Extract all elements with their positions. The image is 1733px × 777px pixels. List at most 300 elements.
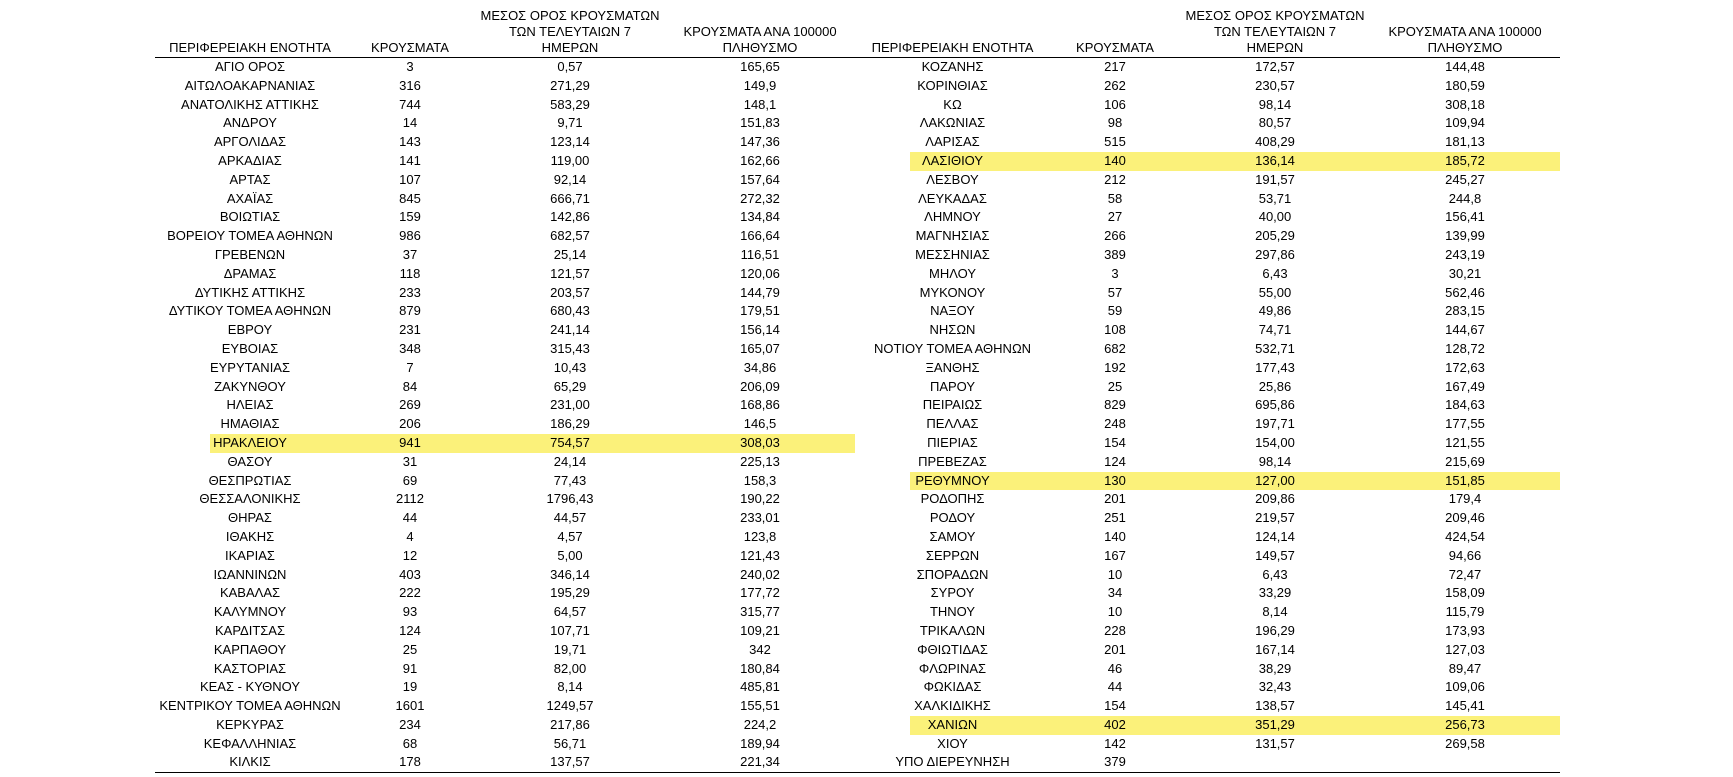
region-cell: ΝΟΤΙΟΥ ΤΟΜΕΑ ΑΘΗΝΩΝ — [873, 340, 1032, 356]
region-cell: ΚΕΡΚΥΡΑΣ — [216, 716, 284, 732]
cases-cell: 25 — [1107, 378, 1123, 394]
avg7-cell: 49,86 — [1258, 303, 1292, 319]
region-cell: ΛΑΚΩΝΙΑΣ — [919, 115, 986, 131]
per100k-cell: 156,14 — [740, 322, 780, 338]
table-row — [155, 340, 855, 359]
cases-cell: 25 — [402, 641, 418, 657]
per100k-cell: 308,03 — [665, 434, 855, 453]
avg7-cell: 695,86 — [1255, 397, 1295, 413]
avg7-cell: 82,00 — [553, 660, 587, 676]
cases-cell: 98 — [1107, 115, 1123, 131]
region-cell: ΦΘΙΩΤΙΔΑΣ — [917, 641, 988, 657]
region-cell: ΑΓΙΟ ΟΡΟΣ — [214, 59, 286, 74]
avg7-cell: 32,43 — [1258, 679, 1292, 695]
avg7-cell: 754,57 — [475, 434, 665, 453]
per100k-cell: 158,09 — [1445, 585, 1485, 601]
per100k-cell: 177,72 — [740, 585, 780, 601]
per100k-cell: 149,9 — [743, 77, 777, 93]
avg7-cell: 25,86 — [1258, 378, 1292, 394]
table-row — [155, 566, 855, 585]
cases-cell: 140 — [1050, 152, 1180, 171]
table-row — [855, 528, 1560, 547]
avg7-cell: 167,14 — [1255, 641, 1295, 657]
avg7-cell: 196,29 — [1255, 622, 1295, 638]
cases-cell: 266 — [1104, 228, 1126, 244]
per100k-cell: 272,32 — [740, 190, 780, 206]
region-cell: ΘΕΣΠΡΩΤΙΑΣ — [208, 472, 292, 488]
region-cell: ΜΕΣΣΗΝΙΑΣ — [915, 246, 990, 262]
region-cell: ΕΒΡΟΥ — [227, 322, 273, 338]
header-cases: ΚΡΟΥΣΜΑΤΑ — [1050, 0, 1180, 58]
cases-cell: 682 — [1104, 340, 1126, 356]
table-row — [855, 227, 1560, 246]
avg7-cell — [1180, 753, 1370, 772]
cases-cell: 262 — [1104, 77, 1126, 93]
region-cell: ΗΜΑΘΙΑΣ — [220, 416, 280, 432]
per100k-cell: 485,81 — [740, 679, 780, 695]
table-row — [155, 678, 855, 697]
table-row — [855, 396, 1560, 415]
region-cell: ΤΡΙΚΑΛΩΝ — [919, 622, 986, 638]
region-cell: ΑΙΤΩΛΟΑΚΑΡΝΑΝΙΑΣ — [184, 77, 316, 93]
table-row — [855, 753, 1560, 772]
avg7-cell: 203,57 — [550, 284, 590, 300]
table-row — [855, 735, 1560, 754]
table-row — [155, 509, 855, 528]
region-cell: ΥΠΟ ΔΙΕΡΕΥΝΗΣΗ — [855, 753, 1050, 772]
avg7-cell: 33,29 — [1258, 585, 1292, 601]
cases-cell: 228 — [1104, 622, 1126, 638]
table-row — [155, 321, 855, 340]
avg7-cell: 209,86 — [1255, 491, 1295, 507]
cases-cell: 154 — [1104, 698, 1126, 714]
table-row — [855, 378, 1560, 397]
per100k-cell: 168,86 — [740, 397, 780, 413]
avg7-cell: 19,71 — [553, 641, 587, 657]
table-row — [155, 246, 855, 265]
cases-cell: 68 — [402, 735, 418, 751]
header-cases: ΚΡΟΥΣΜΑΤΑ — [345, 0, 475, 58]
table-row — [155, 96, 855, 115]
per100k-cell: 151,85 — [1370, 472, 1560, 491]
region-cell: ΚΑΡΠΑΘΟΥ — [213, 641, 287, 657]
avg7-cell: 195,29 — [550, 585, 590, 601]
region-cell: ΛΑΡΙΣΑΣ — [925, 134, 980, 150]
cases-cell: 379 — [1050, 753, 1180, 772]
region-cell: ΡΕΘΥΜΝΟΥ — [855, 472, 1050, 491]
table-row — [855, 547, 1560, 566]
region-cell: ΚΟΡΙΝΘΙΑΣ — [917, 77, 988, 93]
regional-cases-table-right — [855, 0, 1560, 773]
cases-cell: 142 — [1104, 735, 1126, 751]
table-row — [855, 265, 1560, 284]
per100k-cell: 185,72 — [1370, 152, 1560, 171]
avg7-cell: 217,86 — [550, 716, 590, 732]
cases-cell: 124 — [399, 622, 421, 638]
cases-cell: 233 — [399, 284, 421, 300]
header-avg7: ΜΕΣΟΣ ΟΡΟΣ ΚΡΟΥΣΜΑΤΩΝ ΤΩΝ ΤΕΛΕΥΤΑΙΩΝ 7 ΗΜΕΡΩΝ — [475, 0, 665, 58]
region-cell: ΠΑΡΟΥ — [929, 378, 976, 394]
region-cell: ΑΡΚΑΔΙΑΣ — [218, 152, 282, 168]
per100k-cell: 134,84 — [740, 209, 780, 225]
cases-cell: 44 — [402, 510, 418, 526]
table-row — [155, 265, 855, 284]
table-row — [155, 641, 855, 660]
per100k-cell: 315,77 — [740, 604, 780, 620]
avg7-cell: 77,43 — [553, 472, 587, 488]
per100k-cell: 123,8 — [743, 528, 777, 544]
avg7-cell: 408,29 — [1255, 134, 1295, 150]
avg7-cell: 44,57 — [553, 510, 587, 526]
region-cell: ΖΑΚΥΝΘΟΥ — [214, 378, 286, 394]
cases-cell: 34 — [1107, 585, 1123, 601]
cases-cell: 14 — [402, 115, 418, 131]
per100k-cell: 177,55 — [1445, 416, 1485, 432]
per100k-cell: 233,01 — [740, 510, 780, 526]
cases-cell: 212 — [1104, 171, 1126, 187]
per100k-cell: 120,06 — [740, 265, 780, 281]
avg7-cell: 346,14 — [550, 566, 590, 582]
table-row — [855, 603, 1560, 622]
avg7-cell: 297,86 — [1255, 246, 1295, 262]
table-row — [155, 133, 855, 152]
table-row — [855, 190, 1560, 209]
region-cell: ΘΕΣΣΑΛΟΝΙΚΗΣ — [199, 491, 301, 507]
per100k-cell: 173,93 — [1445, 622, 1485, 638]
per100k-cell: 147,36 — [740, 134, 780, 150]
per100k-cell: 116,51 — [740, 246, 780, 262]
table-row — [155, 622, 855, 641]
table-row — [855, 509, 1560, 528]
cases-cell: 201 — [1104, 641, 1126, 657]
table-row — [155, 528, 855, 547]
avg7-cell: 124,14 — [1255, 528, 1295, 544]
cases-cell: 348 — [399, 340, 421, 356]
table-row — [155, 735, 855, 754]
header-row — [855, 0, 1560, 58]
cases-cell: 986 — [399, 228, 421, 244]
avg7-cell: 55,00 — [1258, 284, 1292, 300]
region-cell: ΧΑΝΙΩΝ — [855, 716, 1050, 735]
table-row — [855, 490, 1560, 509]
per100k-cell: 166,64 — [740, 228, 780, 244]
region-cell: ΣΕΡΡΩΝ — [925, 547, 980, 563]
region-cell: ΚΕΑΣ - ΚΥΘΝΟΥ — [199, 679, 301, 695]
per100k-cell: 156,41 — [1445, 209, 1485, 225]
per100k-cell: 121,55 — [1445, 434, 1485, 450]
region-cell: ΑΧΑΪΑΣ — [226, 190, 274, 206]
per100k-cell: 190,22 — [740, 491, 780, 507]
cases-cell: 106 — [1104, 96, 1126, 112]
region-cell: ΑΝΑΤΟΛΙΚΗΣ ΑΤΤΙΚΗΣ — [181, 96, 319, 112]
per100k-cell: 215,69 — [1445, 453, 1485, 469]
per100k-cell: 224,2 — [743, 716, 777, 732]
table-row — [155, 434, 855, 453]
per100k-cell: 109,21 — [740, 622, 780, 638]
avg7-cell: 65,29 — [553, 378, 587, 394]
avg7-cell: 666,71 — [550, 190, 590, 206]
region-cell: ΚΩ — [943, 96, 962, 112]
avg7-cell: 56,71 — [553, 735, 587, 751]
table-row — [855, 302, 1560, 321]
region-cell: ΓΡΕΒΕΝΩΝ — [214, 246, 286, 262]
region-cell: ΜΥΚΟΝΟΥ — [919, 284, 986, 300]
region-cell: ΣΠΟΡΑΔΩΝ — [916, 566, 989, 582]
avg7-cell: 231,00 — [550, 397, 590, 413]
table-row — [855, 359, 1560, 378]
avg7-cell: 107,71 — [550, 622, 590, 638]
region-cell: ΚΕΝΤΡΙΚΟΥ ΤΟΜΕΑ ΑΘΗΝΩΝ — [159, 698, 341, 714]
cases-cell: 316 — [399, 77, 421, 93]
per100k-cell — [1370, 753, 1560, 772]
cases-cell: 7 — [406, 359, 414, 375]
cases-cell: 12 — [402, 547, 418, 563]
avg7-cell: 53,71 — [1258, 190, 1292, 206]
per100k-cell: 151,83 — [740, 115, 780, 131]
cases-cell: 251 — [1104, 510, 1126, 526]
cases-cell: 107 — [399, 171, 421, 187]
avg7-cell: 4,57 — [557, 528, 583, 544]
avg7-cell: 149,57 — [1255, 547, 1295, 563]
per100k-cell: 165,65 — [740, 59, 780, 74]
header-region: ΠΕΡΙΦΕΡΕΙΑΚΗ ΕΝΟΤΗΤΑ — [855, 0, 1050, 58]
avg7-cell: 64,57 — [553, 604, 587, 620]
table-row — [155, 284, 855, 303]
table-row — [155, 716, 855, 735]
table-row — [855, 415, 1560, 434]
cases-cell: 3 — [406, 59, 414, 74]
region-cell: ΡΟΔΟΥ — [929, 510, 976, 526]
table-row — [855, 716, 1560, 735]
table-row — [855, 697, 1560, 716]
region-cell: ΕΥΡΥΤΑΝΙΑΣ — [209, 359, 291, 375]
region-cell: ΚΙΛΚΙΣ — [155, 753, 345, 772]
cases-cell: 2112 — [396, 491, 424, 507]
cases-cell: 44 — [1107, 679, 1123, 695]
per100k-cell: 221,34 — [665, 753, 855, 772]
cases-cell: 141 — [399, 152, 421, 168]
per100k-cell: 144,67 — [1445, 322, 1485, 338]
avg7-cell: 1796,43 — [546, 491, 594, 507]
table-row — [855, 208, 1560, 227]
avg7-cell: 74,71 — [1258, 322, 1292, 338]
table-row — [155, 697, 855, 716]
table-row — [855, 622, 1560, 641]
region-cell: ΞΑΝΘΗΣ — [925, 359, 980, 375]
region-cell: ΚΕΦΑΛΛΗΝΙΑΣ — [203, 735, 297, 751]
avg7-cell: 583,29 — [550, 96, 590, 112]
avg7-cell: 123,14 — [550, 134, 590, 150]
cases-cell: 389 — [1104, 246, 1126, 262]
region-cell: ΧΙΟΥ — [937, 735, 968, 751]
per100k-cell: 189,94 — [740, 735, 780, 751]
per100k-cell: 308,18 — [1445, 96, 1485, 112]
per100k-cell: 167,49 — [1445, 378, 1485, 394]
cases-cell: 118 — [399, 265, 421, 281]
table-row — [855, 660, 1560, 679]
region-cell: ΤΗΝΟΥ — [929, 604, 976, 620]
table-row — [855, 340, 1560, 359]
region-cell: ΛΕΥΚΑΔΑΣ — [918, 190, 987, 206]
cases-cell: 829 — [1104, 397, 1126, 413]
region-cell: ΧΑΛΚΙΔΙΚΗΣ — [914, 698, 991, 714]
avg7-cell: 230,57 — [1255, 77, 1295, 93]
region-cell: ΗΛΕΙΑΣ — [226, 397, 274, 413]
avg7-cell: 6,43 — [1262, 566, 1288, 582]
per100k-cell: 34,86 — [743, 359, 777, 375]
avg7-cell: 154,00 — [1255, 434, 1295, 450]
table-row — [155, 58, 855, 77]
cases-cell: 403 — [399, 566, 421, 582]
per100k-cell: 72,47 — [1448, 566, 1482, 582]
table-row — [855, 152, 1560, 171]
table-row — [855, 584, 1560, 603]
region-cell: ΛΑΣΙΘΙΟΥ — [855, 152, 1050, 171]
per100k-cell: 424,54 — [1445, 528, 1485, 544]
avg7-cell: 0,57 — [557, 59, 583, 74]
table-row — [155, 171, 855, 190]
avg7-cell: 6,43 — [1262, 265, 1288, 281]
region-cell: ΡΟΔΟΠΗΣ — [920, 491, 985, 507]
region-cell: ΦΛΩΡΙΝΑΣ — [918, 660, 987, 676]
cases-cell: 744 — [399, 96, 421, 112]
region-cell: ΒΟΡΕΙΟΥ ΤΟΜΕΑ ΑΘΗΝΩΝ — [167, 228, 333, 244]
table-row — [855, 472, 1560, 491]
cases-cell: 941 — [345, 434, 475, 453]
avg7-cell: 80,57 — [1258, 115, 1292, 131]
avg7-cell: 177,43 — [1255, 359, 1295, 375]
cases-cell: 217 — [1104, 59, 1126, 74]
per100k-cell: 209,46 — [1445, 510, 1485, 526]
avg7-cell: 137,57 — [475, 753, 665, 772]
region-cell: ΔΥΤΙΚΗΣ ΑΤΤΙΚΗΣ — [194, 284, 306, 300]
cases-cell: 206 — [399, 416, 421, 432]
region-cell: ΗΡΑΚΛΕΙΟΥ — [155, 434, 345, 453]
table-row — [155, 453, 855, 472]
region-cell: ΙΘΑΚΗΣ — [225, 528, 275, 544]
region-cell: ΚΑΣΤΟΡΙΑΣ — [213, 660, 287, 676]
table-row — [155, 490, 855, 509]
per100k-cell: 206,09 — [740, 378, 780, 394]
table-row — [155, 359, 855, 378]
avg7-cell: 25,14 — [553, 246, 587, 262]
header-region: ΠΕΡΙΦΕΡΕΙΑΚΗ ΕΝΟΤΗΤΑ — [155, 0, 345, 58]
per100k-cell: 128,72 — [1445, 340, 1485, 356]
avg7-cell: 1249,57 — [546, 698, 594, 714]
per100k-cell: 89,47 — [1448, 660, 1482, 676]
table-row — [855, 96, 1560, 115]
cases-cell: 192 — [1104, 359, 1126, 375]
cases-cell: 4 — [406, 528, 414, 544]
avg7-cell: 142,86 — [550, 209, 590, 225]
avg7-cell: 197,71 — [1255, 416, 1295, 432]
table-row — [155, 753, 855, 772]
table-row — [855, 566, 1560, 585]
region-cell: ΑΡΤΑΣ — [229, 171, 271, 187]
avg7-cell: 8,14 — [557, 679, 583, 695]
avg7-cell: 315,43 — [550, 340, 590, 356]
per100k-cell: 30,21 — [1448, 265, 1482, 281]
per100k-cell: 244,8 — [1448, 190, 1482, 206]
per100k-cell: 127,03 — [1445, 641, 1485, 657]
per100k-cell: 269,58 — [1445, 735, 1485, 751]
region-cell: ΚΑΒΑΛΑΣ — [219, 585, 281, 601]
per100k-cell: 225,13 — [740, 453, 780, 469]
cases-cell: 93 — [402, 604, 418, 620]
table-row — [855, 321, 1560, 340]
avg7-cell: 24,14 — [553, 453, 587, 469]
region-cell: ΑΝΔΡΟΥ — [223, 115, 277, 131]
cases-cell: 10 — [1107, 604, 1123, 620]
table-row — [855, 246, 1560, 265]
region-cell: ΠΕΙΡΑΙΩΣ — [922, 397, 983, 413]
per100k-cell: 240,02 — [740, 566, 780, 582]
table-row — [155, 415, 855, 434]
avg7-cell: 121,57 — [550, 265, 590, 281]
avg7-cell: 127,00 — [1180, 472, 1370, 491]
cases-cell: 167 — [1104, 547, 1126, 563]
table-row — [155, 227, 855, 246]
region-cell: ΔΥΤΙΚΟΥ ΤΟΜΕΑ ΑΘΗΝΩΝ — [168, 303, 332, 319]
avg7-cell: 271,29 — [550, 77, 590, 93]
avg7-cell: 682,57 — [550, 228, 590, 244]
per100k-cell: 109,94 — [1445, 115, 1485, 131]
per100k-cell: 342 — [749, 641, 771, 657]
avg7-cell: 191,57 — [1255, 171, 1295, 187]
cases-cell: 108 — [1104, 322, 1126, 338]
region-cell: ΣΥΡΟΥ — [930, 585, 975, 601]
table-row — [855, 77, 1560, 96]
table-row — [855, 434, 1560, 453]
region-cell: ΘΑΣΟΥ — [227, 453, 273, 469]
table-row — [155, 152, 855, 171]
per100k-cell: 139,99 — [1445, 228, 1485, 244]
table-row — [155, 547, 855, 566]
regional-cases-table-left — [155, 0, 855, 773]
table-row — [855, 58, 1560, 77]
avg7-cell: 172,57 — [1255, 59, 1295, 74]
cases-cell: 515 — [1104, 134, 1126, 150]
table-row — [855, 171, 1560, 190]
region-cell: ΒΟΙΩΤΙΑΣ — [219, 209, 281, 225]
per100k-cell: 283,15 — [1445, 303, 1485, 319]
avg7-cell: 98,14 — [1258, 453, 1292, 469]
region-cell: ΕΥΒΟΙΑΣ — [221, 340, 279, 356]
per100k-cell: 172,63 — [1445, 359, 1485, 375]
cases-cell: 37 — [402, 246, 418, 262]
per100k-cell: 181,13 — [1445, 134, 1485, 150]
avg7-cell: 219,57 — [1255, 510, 1295, 526]
cases-cell: 124 — [1104, 453, 1126, 469]
per100k-cell: 155,51 — [740, 698, 780, 714]
avg7-cell: 131,57 — [1255, 735, 1295, 751]
cases-cell: 845 — [399, 190, 421, 206]
cases-cell: 248 — [1104, 416, 1126, 432]
left-table-panel — [155, 0, 855, 773]
table-row — [855, 641, 1560, 660]
cases-cell: 269 — [399, 397, 421, 413]
per100k-cell: 121,43 — [740, 547, 780, 563]
per100k-cell: 94,66 — [1448, 547, 1482, 563]
cases-cell: 3 — [1111, 265, 1119, 281]
avg7-cell: 92,14 — [553, 171, 587, 187]
table-row — [155, 603, 855, 622]
cases-cell: 154 — [1104, 434, 1126, 450]
cases-cell: 402 — [1050, 716, 1180, 735]
region-cell: ΚΟΖΑΝΗΣ — [921, 59, 984, 74]
cases-cell: 58 — [1107, 190, 1123, 206]
table-row — [855, 453, 1560, 472]
